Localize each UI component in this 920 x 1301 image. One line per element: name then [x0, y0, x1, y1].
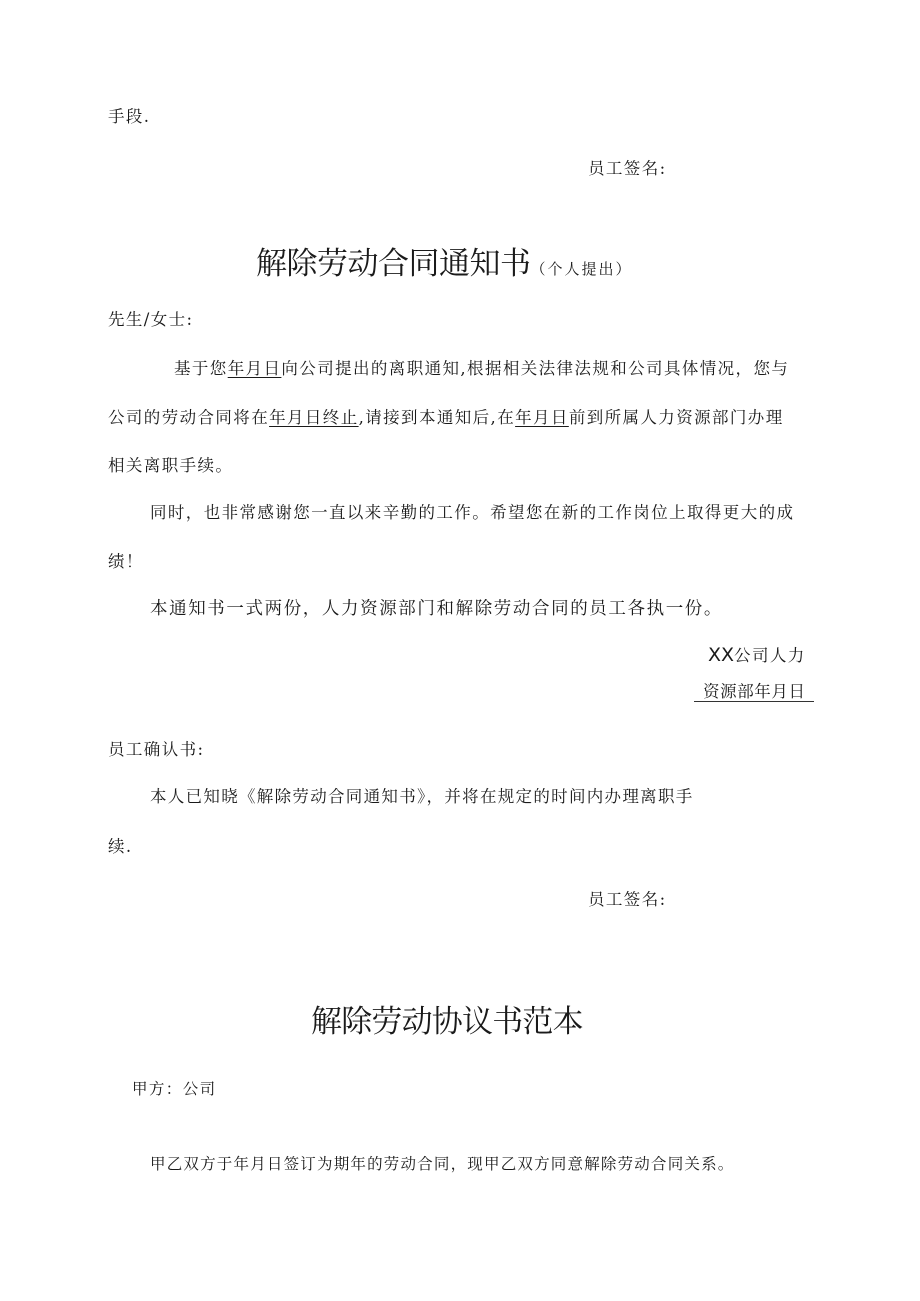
salutation: 先生/女士: [108, 310, 194, 329]
agreement-party-a: 甲方：公司 [132, 1080, 217, 1098]
company-prefix: XX [708, 644, 735, 666]
date-blank-1: 年月日 [227, 359, 282, 378]
p1-text-c: 公司的劳动合同将在 [108, 408, 270, 427]
continuation-text: 手段. [108, 107, 151, 126]
notice-title-note: （个人提出） [530, 260, 633, 278]
confirmation-signature-label: 员工签名: [588, 890, 667, 909]
notice-p1-line3: 相关离职手续。 [108, 456, 234, 475]
p1-text-d: ,请接到本通知后,在 [358, 408, 516, 427]
company-signature-rest: 公司人力 [734, 646, 806, 665]
confirmation-line1: 本人已知晓《解除劳动合同通知书》，并将在规定的时间内办理离职手 [150, 787, 694, 806]
confirmation-line2: 续. [108, 837, 133, 856]
p1-text-b: 向公司提出的离职通知,根据相关法律法规和公司具体情况，您与 [281, 359, 790, 378]
notice-title-block [256, 238, 633, 283]
notice-p1-line1 [174, 355, 789, 379]
company-signature-line1 [708, 642, 806, 666]
notice-p3: 本通知书一式两份，人力资源部门和解除劳动合同的员工各执一份。 [150, 599, 723, 619]
p1-text-e: 前到所属人力资源部门办理 [568, 408, 784, 427]
date-blank-2: 年月日终止 [269, 408, 359, 427]
agreement-p1: 甲乙双方于年月日签订为期年的劳动合同，现甲乙双方同意解除劳动合同关系。 [150, 1155, 735, 1173]
date-blank-3: 年月日 [515, 408, 569, 427]
confirmation-heading: 员工确认书: [108, 740, 205, 759]
notice-title: 解除劳动合同通知书 [256, 246, 531, 282]
notice-p1-line2 [108, 404, 784, 428]
company-signature-line2: 资源部年月日 [703, 682, 806, 701]
employee-signature-label: 员工签名: [588, 159, 667, 178]
signature-underline [694, 701, 814, 702]
notice-p2-line1: 同时，也非常感谢您一直以来辛勤的工作。希望您在新的工作岗位上取得更大的成 [150, 503, 795, 522]
agreement-title: 解除劳动协议书范本 [311, 1004, 583, 1040]
p1-text-a: 基于您 [174, 359, 228, 378]
notice-p2-line2: 绩！ [108, 552, 144, 571]
